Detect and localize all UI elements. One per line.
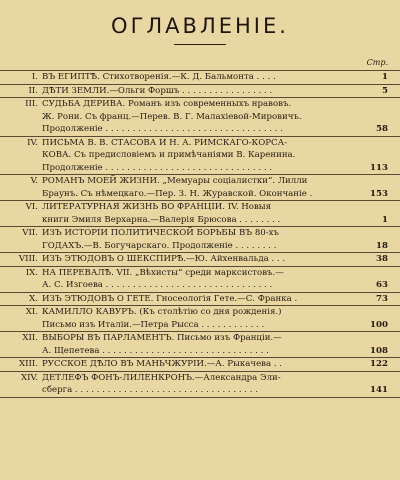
entry-text: ВЪ ЕГИПТѢ. Стихотворенія.—К. Д. Бальмонта . . . .	[42, 72, 276, 82]
toc-entry-line	[0, 149, 400, 162]
entry-page-number: 113	[370, 162, 388, 173]
entry-page-number: 18	[376, 240, 388, 251]
toc-entry-line	[0, 162, 400, 175]
entry-page-number: 38	[376, 254, 388, 264]
entry-number: I.	[31, 72, 38, 82]
entry-number: XIV.	[21, 372, 38, 383]
entry-text: КОВА. Съ предисловіемъ и примѣчаніями В. Каренина.	[42, 150, 296, 160]
entry-page-number: 5	[382, 85, 388, 96]
toc-entry-line	[0, 201, 400, 214]
entry-text: Продолженіе . . . . . . . . . . . . . . . . . . . . . . . . . . . . . . . . .	[42, 124, 283, 134]
entry-text: РУССКОЕ ДѢЛО ВЪ МАНЬЧЖУРІИ.—А. Рыкачева . .	[42, 359, 283, 369]
entry-text: ДЕТЛЕФЪ ФОНЪ-ЛИЛЕНКРОНЪ.—Александра Эли-	[42, 372, 281, 383]
entry-number: IV.	[27, 137, 38, 148]
entry-text: ВЫБОРЫ ВЪ ПАРЛАМЕНТЪ. Письмо изъ Франціи.—	[42, 333, 282, 343]
toc-entry	[0, 253, 400, 267]
entry-text: А. С. Изгоева . . . . . . . . . . . . . . . . . . . . . . . . . . . . . . .	[42, 280, 273, 290]
entry-page-number: 73	[376, 293, 388, 304]
toc-entry-line	[0, 175, 400, 188]
toc-entry	[0, 137, 400, 176]
entry-page-number: 100	[370, 319, 388, 330]
entry-text: ГОДАХЪ.—В. Богучарскаго. Продолженіе . . . . . . . .	[42, 240, 277, 251]
entry-text: КАМИЛЛО КАВУРЪ. (Къ столѣтію со дня рожденія.)	[42, 307, 282, 317]
toc-entry	[0, 332, 400, 358]
entry-number: VIII.	[18, 254, 38, 264]
entry-number: IX.	[25, 267, 38, 278]
entry-text: книги Эмиля Верхарна.—Валерія Брюсова . . . . . . . .	[42, 214, 281, 225]
toc-entry	[0, 227, 400, 253]
toc-entry	[0, 267, 400, 293]
toc-entry-line	[0, 137, 400, 150]
entry-text: СУДЬБА ДЕРИВА. Романъ изъ современныхъ нравовъ.	[42, 99, 292, 109]
toc-entry-line	[0, 358, 400, 371]
toc-entry-line	[0, 372, 400, 385]
entry-text: Ж. Рони. Съ франц.—Перев. В. Г. Малахіевой-Мировичъ.	[42, 111, 302, 122]
entry-number: X.	[29, 293, 38, 304]
toc-entry-line	[0, 267, 400, 280]
toc-entry-line	[0, 98, 400, 111]
entry-number: VI.	[25, 202, 38, 212]
entry-page-number: 63	[376, 280, 388, 290]
toc-entry	[0, 306, 400, 332]
toc-entry	[0, 175, 400, 201]
toc-entry-line	[0, 384, 400, 397]
entry-text: ИЗЪ ИСТОРІИ ПОЛИТИЧЕСКОЙ БОРЬБЫ ВЪ 80-хъ	[42, 228, 279, 238]
toc-entry-line	[0, 319, 400, 332]
toc-entry-line	[0, 332, 400, 345]
entry-page-number: 141	[370, 385, 388, 395]
toc-entry-line	[0, 123, 400, 136]
toc-entry-line	[0, 345, 400, 358]
entry-number: XI.	[25, 307, 38, 317]
toc-entry-line	[0, 111, 400, 124]
toc-entry-line	[0, 227, 400, 240]
entry-page-number: 1	[382, 214, 388, 225]
entry-text: ЛИТЕРАТУРНАЯ ЖИЗНЬ ВО ФРАНЦІИ. IV. Новыя	[42, 202, 272, 212]
entry-text: сберга . . . . . . . . . . . . . . . . . . . . . . . . . . . . . . . . . .	[42, 385, 258, 395]
entry-text: Письмо изъ Италіи.—Петра Рысса . . . . . . . . . . . .	[42, 319, 265, 330]
toc-entry-line	[0, 279, 400, 292]
entry-number: II.	[28, 85, 38, 96]
toc-entry	[0, 70, 400, 85]
toc-entry	[0, 293, 400, 307]
entry-page-number: 122	[370, 359, 388, 369]
toc-entry	[0, 85, 400, 99]
page-column-label: Стр.	[366, 58, 388, 67]
toc-entry-line	[0, 85, 400, 98]
title-rule	[174, 44, 226, 45]
toc-entry-line	[0, 253, 400, 266]
toc-entry	[0, 201, 400, 227]
entry-text: РОМАНЪ МОЕЙ ЖИЗНИ. „Мемуары соціалистки“. Лилли	[42, 176, 308, 186]
entry-text: Браунъ. Съ нѣмецкаго.—Пер. З. Н. Журавской. Окончаніе .	[42, 188, 313, 199]
toc-entry-line	[0, 188, 400, 201]
entry-number: V.	[30, 176, 38, 186]
entry-number: XII.	[22, 333, 38, 343]
toc-entry-line	[0, 306, 400, 319]
toc-entry-line	[0, 293, 400, 306]
entry-text: Продолженіе . . . . . . . . . . . . . . . . . . . . . . . . . . . . . . .	[42, 162, 273, 173]
toc-entry	[0, 358, 400, 372]
entry-number: XIII.	[18, 359, 38, 369]
entry-page-number: 153	[370, 188, 388, 199]
toc-entry-line	[0, 214, 400, 227]
entry-page-number: 1	[382, 72, 388, 82]
toc-entry-line	[0, 240, 400, 253]
entry-page-number: 108	[370, 345, 388, 356]
entry-page-number: 58	[376, 124, 388, 134]
entry-number: VII.	[22, 228, 38, 238]
page-title: ОГЛАВЛЕНІЕ.	[111, 14, 289, 38]
entry-text: НА ПЕРЕВАЛѢ. VII. „Вѣхисты“ среди марксистовъ.—	[42, 267, 284, 278]
entry-text: А. Щепетева . . . . . . . . . . . . . . . . . . . . . . . . . . . . . . .	[42, 345, 269, 356]
entry-text: ПИСЬМА В. В. СТАСОВА И Н. А. РИМСКАГО-КОРСА-	[42, 137, 288, 148]
toc-list	[0, 70, 400, 398]
toc-entry	[0, 98, 400, 137]
entry-text: ИЗЪ ЭТЮДОВЪ О ШЕКСПИРѢ.—Ю. Айхенвальда . . .	[42, 254, 286, 264]
entry-text: ДѢТИ ЗЕМЛИ.—Ольги Форшъ . . . . . . . . . . . . . . . . .	[42, 85, 273, 96]
entry-text: ИЗЪ ЭТЮДОВЪ О ГЕТЕ. Гносеологія Гете.—С. Франка .	[42, 293, 298, 304]
entry-number: III.	[25, 99, 38, 109]
toc-entry-line	[0, 71, 400, 84]
toc-entry	[0, 372, 400, 398]
